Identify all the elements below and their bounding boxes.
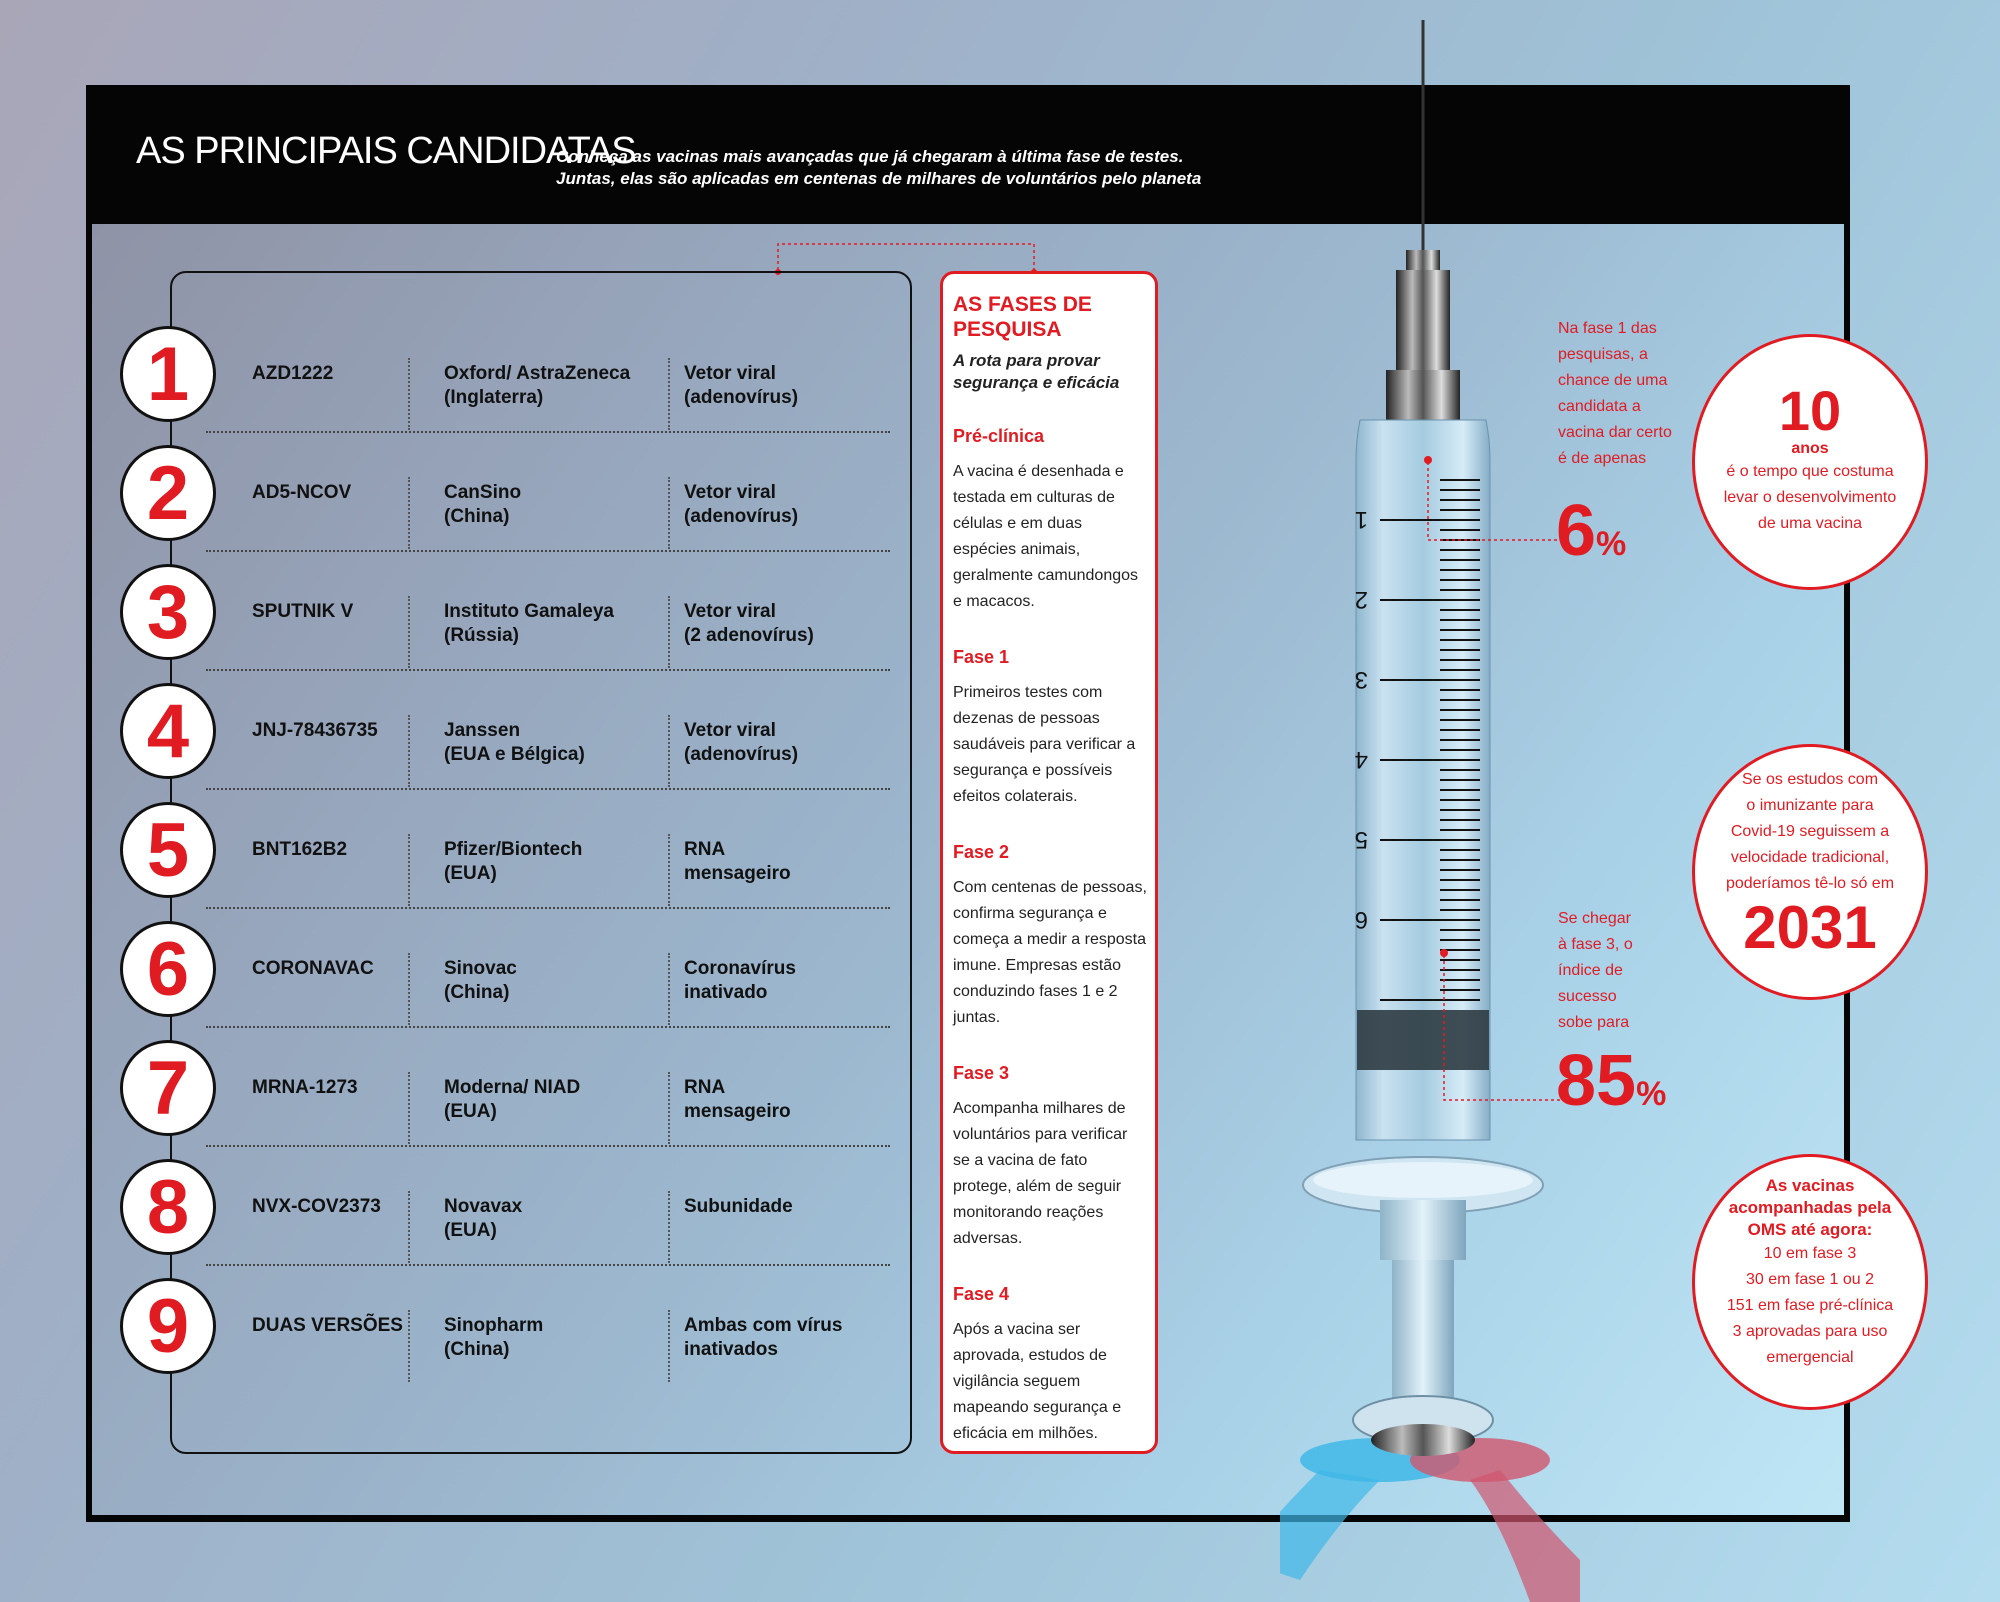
developer-line: Sinovac (444, 958, 517, 979)
years-text (1695, 459, 1925, 537)
phase1-note-line: vacina dar certo (1558, 424, 1672, 441)
column-divider (668, 477, 670, 549)
oms-heading-line: As vacinas (1765, 1176, 1855, 1195)
type-line: RNA (684, 1077, 726, 1098)
phase-heading: Fase 4 (953, 1284, 1010, 1304)
type-line: Coronavírus (684, 958, 796, 979)
candidate-developer (444, 719, 664, 767)
candidate-developer (444, 838, 664, 886)
phase-description: Após a vacina ser aprovada, estudos de vigilância seguem mapeando segurança e eficácia em milhões. (953, 1321, 1122, 1442)
oms-line: emergencial (1766, 1349, 1854, 1366)
developer-line: Instituto Gamaleya (444, 601, 614, 622)
syringe-tick-label: 6 (1354, 906, 1368, 933)
oms-heading-line: acompanhadas pela (1728, 1198, 1892, 1217)
year-2031-text-line: Covid-19 seguissem a (1730, 823, 1890, 840)
column-divider (408, 596, 410, 668)
candidate-type (684, 957, 874, 1005)
candidate-row (0, 909, 900, 1027)
candidate-number: 9 (120, 1278, 216, 1374)
phase-description: Primeiros testes com dezenas de pessoas saudáveis para verificar a segurança e possíveis efeitos colaterais. (953, 684, 1136, 805)
type-line: Vetor viral (684, 720, 776, 741)
phase-description: A vacina é desenhada e testada em culturas de células e em duas espécies animais, geralmente camundongos e macacos. (953, 463, 1139, 610)
years-text-line: de uma vacina (1757, 515, 1863, 532)
phase3-percent: % (1636, 1075, 1667, 1113)
candidate-row (0, 790, 900, 908)
phase-description: Com centenas de pessoas, confirma segurança e começa a medir a resposta imune. Empresas estão conduzindo fases 1 e 2 juntas. (953, 879, 1147, 1026)
column-divider (408, 834, 410, 906)
phase-heading: Fase 2 (953, 842, 1010, 862)
developer-country: (EUA) (444, 863, 497, 884)
column-divider (668, 953, 670, 1025)
phase3-note-line: índice de (1558, 962, 1623, 979)
column-divider (668, 596, 670, 668)
phase1-note-line: é de apenas (1558, 450, 1647, 467)
candidate-type (684, 1195, 874, 1219)
column-divider (408, 715, 410, 787)
year-2031-circle (1692, 744, 1928, 1000)
year-2031-value: 2031 (1743, 894, 1877, 961)
candidate-developer (444, 362, 664, 410)
developer-line: CanSino (444, 482, 522, 503)
years-text-line: levar o desenvolvimento (1723, 489, 1897, 506)
type-line: Ambas com vírus (684, 1315, 843, 1336)
candidate-row (0, 314, 900, 432)
phase1-note-line: candidata a (1558, 398, 1641, 415)
column-divider (408, 1310, 410, 1382)
candidate-name: AZD1222 (252, 363, 334, 384)
candidate-developer (444, 957, 664, 1005)
phase3-note-line: Se chegar (1558, 910, 1631, 927)
subtitle-line-1: Conheça as vacinas mais avançadas que já chegaram à última fase de testes. (556, 147, 1184, 166)
phase1-note-line: Na fase 1 das (1558, 320, 1657, 337)
candidate-row (0, 1147, 900, 1265)
candidate-type (684, 362, 874, 410)
candidate-type (684, 1314, 874, 1362)
oms-circle (1692, 1154, 1928, 1410)
type-line-2: (adenovírus) (684, 506, 799, 527)
phase1-stat-note (1558, 316, 1672, 472)
candidate-number: 8 (120, 1159, 216, 1255)
phase3-stat-note (1558, 906, 1633, 1036)
column-divider (668, 1310, 670, 1382)
type-line-2: (adenovírus) (684, 744, 799, 765)
candidate-number: 4 (120, 683, 216, 779)
type-line-2: (2 adenovírus) (684, 625, 814, 646)
candidate-developer (444, 481, 664, 529)
years-unit: anos (1791, 440, 1829, 457)
phase-items (953, 426, 1147, 1447)
type-line-2: mensageiro (684, 863, 791, 884)
type-line: Vetor viral (684, 601, 776, 622)
page-title: AS PRINCIPAIS CANDIDATAS (136, 130, 636, 172)
developer-country: (China) (444, 506, 510, 527)
phase1-value: 6 (1556, 491, 1597, 571)
candidate-name: NVX-COV2373 (252, 1196, 381, 1217)
syringe-tick-label: 1 (1354, 506, 1368, 533)
candidate-row (0, 1266, 900, 1384)
subtitle-line-2: Juntas, elas são aplicadas em centenas de milhares de voluntários pelo planeta (556, 169, 1202, 188)
phase3-value: 85 (1556, 1041, 1637, 1121)
candidate-type (684, 719, 874, 767)
column-divider (408, 358, 410, 430)
column-divider (668, 715, 670, 787)
phase1-stat-value (1556, 491, 1627, 580)
candidate-name: BNT162B2 (252, 839, 348, 860)
candidate-name: JNJ-78436735 (252, 720, 378, 741)
developer-country: (EUA) (444, 1101, 497, 1122)
year-2031-text-line: Se os estudos com (1741, 771, 1879, 788)
developer-line: Pfizer/Biontech (444, 839, 583, 860)
phases-subtitle: A rota para provar segurança e eficácia (953, 351, 1120, 392)
type-line-2: mensageiro (684, 1101, 791, 1122)
years-text-line: é o tempo que costuma (1726, 463, 1894, 480)
oms-line: 3 aprovadas para uso (1732, 1323, 1888, 1340)
column-divider (668, 358, 670, 430)
candidate-developer (444, 1195, 664, 1243)
oms-line: 30 em fase 1 ou 2 (1745, 1271, 1875, 1288)
candidate-type (684, 838, 874, 886)
candidate-row (0, 671, 900, 789)
syringe-tick-label: 4 (1354, 746, 1368, 773)
oms-heading (1695, 1175, 1925, 1241)
type-line: Vetor viral (684, 482, 776, 503)
candidate-developer (444, 600, 664, 648)
candidate-number: 1 (120, 326, 216, 422)
type-line: RNA (684, 839, 726, 860)
candidate-type (684, 1076, 874, 1124)
oms-lines (1695, 1241, 1925, 1371)
syringe-tick-label: 3 (1354, 666, 1368, 693)
year-2031-text-line: poderíamos tê-lo só em (1725, 875, 1895, 892)
phase-heading: Pré-clínica (953, 426, 1045, 446)
column-divider (668, 834, 670, 906)
phase1-note-line: pesquisas, a (1558, 346, 1648, 363)
candidate-name: MRNA-1273 (252, 1077, 358, 1098)
column-divider (408, 477, 410, 549)
phase-heading: Fase 3 (953, 1063, 1010, 1083)
developer-country: (EUA e Bélgica) (444, 744, 585, 765)
type-line-2: inativado (684, 982, 768, 1003)
developer-country: (EUA) (444, 1220, 497, 1241)
candidate-developer (444, 1076, 664, 1124)
syringe-tick-label: 5 (1354, 826, 1368, 853)
developer-line: Novavax (444, 1196, 523, 1217)
phases-panel (940, 271, 1158, 1454)
candidate-number: 6 (120, 921, 216, 1017)
candidate-type (684, 600, 874, 648)
type-line-2: (adenovírus) (684, 387, 799, 408)
phase3-note-line: sobe para (1558, 1014, 1630, 1031)
year-2031-text (1695, 767, 1925, 897)
oms-line: 151 em fase pré-clínica (1726, 1297, 1894, 1314)
year-2031-text-line: velocidade tradicional, (1730, 849, 1890, 866)
developer-country: (China) (444, 982, 510, 1003)
candidate-developer (444, 1314, 664, 1362)
developer-country: (Rússia) (444, 625, 519, 646)
candidate-name: SPUTNIK V (252, 601, 354, 622)
years-circle (1692, 334, 1928, 590)
column-divider (408, 1191, 410, 1263)
column-divider (668, 1191, 670, 1263)
candidate-row (0, 1028, 900, 1146)
column-divider (668, 1072, 670, 1144)
candidate-type (684, 481, 874, 529)
candidate-row (0, 552, 900, 670)
candidate-name: AD5-NCOV (252, 482, 352, 503)
column-divider (408, 953, 410, 1025)
developer-line: Sinopharm (444, 1315, 544, 1336)
developer-line: Janssen (444, 720, 521, 741)
candidate-number: 3 (120, 564, 216, 660)
oms-heading-line: OMS até agora: (1747, 1220, 1873, 1239)
phase-description: Acompanha milhares de voluntários para verificar se a vacina de fato protege, além de seguir monitorando reações adversas. (953, 1100, 1128, 1247)
phase3-stat-value (1556, 1041, 1667, 1130)
year-2031-text-line: o imunizante para (1746, 797, 1874, 814)
type-line: Subunidade (684, 1196, 793, 1217)
phase1-percent: % (1596, 525, 1627, 563)
candidate-number: 7 (120, 1040, 216, 1136)
phase-heading: Fase 1 (953, 647, 1010, 667)
phase3-note-line: sucesso (1558, 988, 1617, 1005)
phase1-note-line: chance de uma (1558, 372, 1668, 389)
candidate-name: CORONAVAC (252, 958, 374, 979)
phase3-note-line: à fase 3, o (1558, 936, 1633, 953)
years-value: 10 (1778, 379, 1842, 442)
candidate-number: 5 (120, 802, 216, 898)
page-subtitle (556, 146, 1201, 190)
type-line: Vetor viral (684, 363, 776, 384)
syringe-tick-label: 2 (1354, 586, 1368, 613)
candidate-name: DUAS VERSÕES (252, 1315, 403, 1336)
developer-country: (China) (444, 1339, 510, 1360)
developer-line: Moderna/ NIAD (444, 1077, 581, 1098)
candidate-row (0, 433, 900, 551)
developer-country: (Inglaterra) (444, 387, 544, 408)
candidate-number: 2 (120, 445, 216, 541)
type-line-2: inativados (684, 1339, 778, 1360)
oms-line: 10 em fase 3 (1763, 1245, 1857, 1262)
column-divider (408, 1072, 410, 1144)
phases-title: AS FASES DE PESQUISA (953, 293, 1092, 341)
developer-line: Oxford/ AstraZeneca (444, 363, 631, 384)
